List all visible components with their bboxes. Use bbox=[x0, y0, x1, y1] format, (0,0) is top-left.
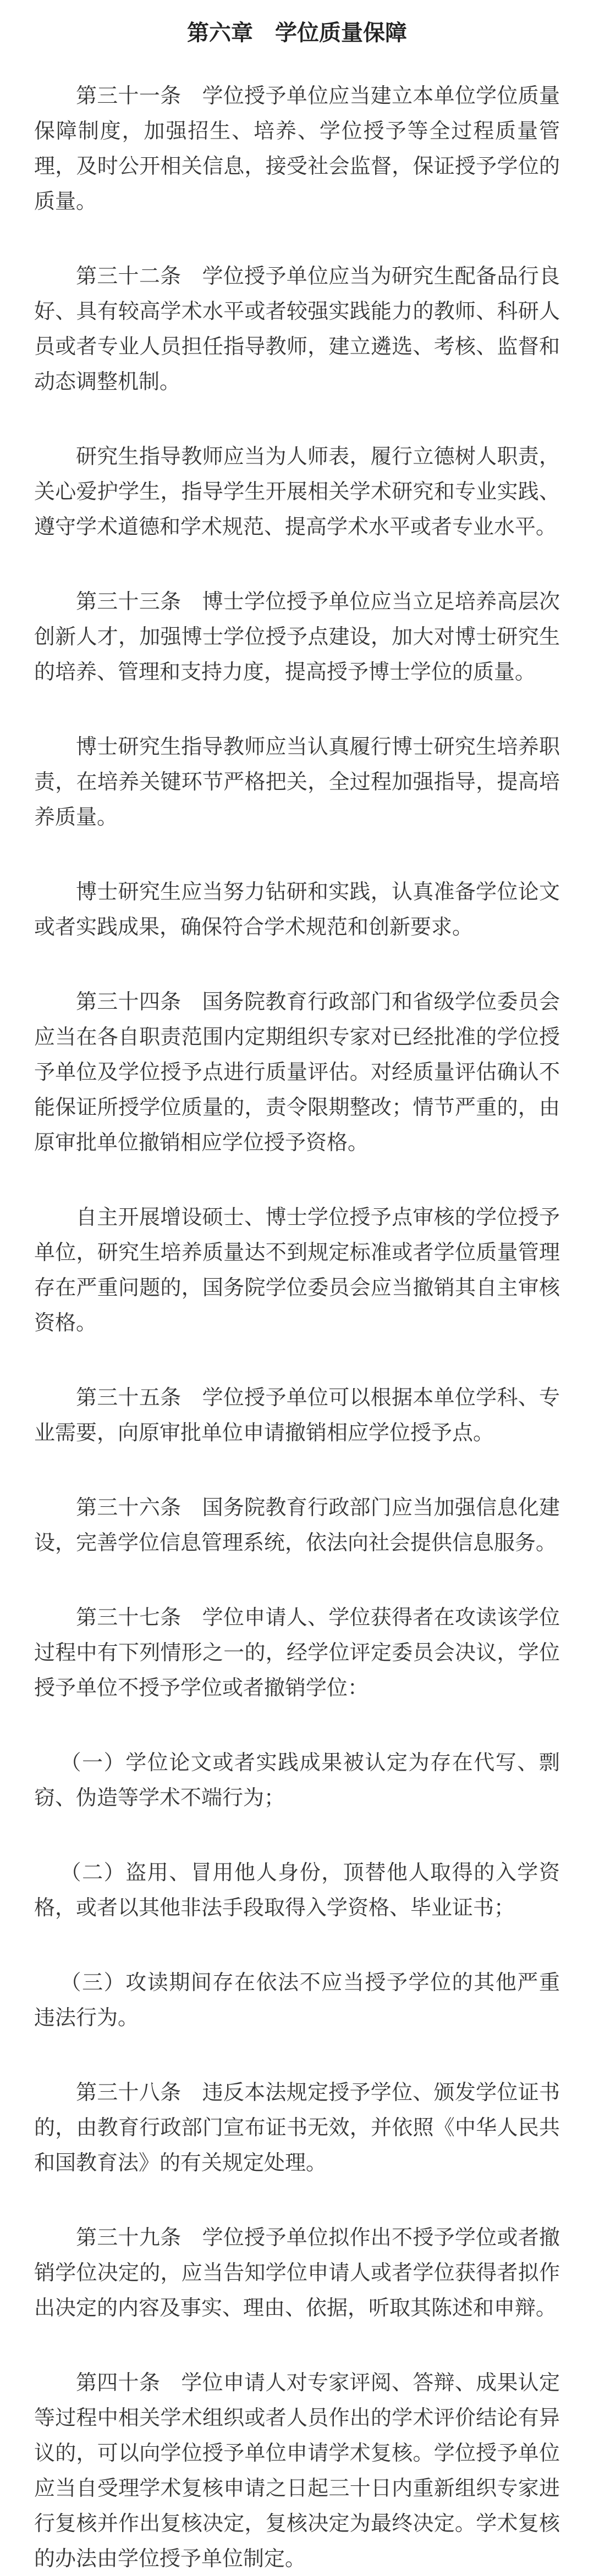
article-40: 第四十条 学位申请人对专家评阅、答辩、成果认定等过程中相关学术组织或者人员作出的学术评价结论有异议的，可以向学位授予单位申请学术复核。学位授予单位应当自受理学术复核申请之日起三十日内重新组织专家进行复核并作出复核决定，复核决定为最终决定。学术复核的办法由学位授予单位制定。 bbox=[34, 2370, 560, 2571]
article-37-item-1: （一）学位论文或者实践成果被认定为存在代写、剽窃、伪造等学术不端行为； bbox=[34, 1750, 560, 1810]
article-39: 第三十九条 学位授予单位拟作出不授予学位或者撤销学位决定的，应当告知学位申请人或者学位获得者拟作出决定的内容及事实、理由、依据，听取其陈述和申辩。 bbox=[34, 2225, 560, 2320]
article-37-item-3: （三）攻读期间存在依法不应当授予学位的其他严重违法行为。 bbox=[34, 1970, 560, 2030]
article-33-paragraph-2: 博士研究生指导教师应当认真履行博士研究生培养职责，在培养关键环节严格把关，全过程加强指导，提高培养质量。 bbox=[34, 734, 560, 829]
chapter-title: 第六章 学位质量保障 bbox=[187, 20, 407, 46]
article-36: 第三十六条 国务院教育行政部门应当加强信息化建设，完善学位信息管理系统，依法向社会提供信息服务。 bbox=[34, 1495, 560, 1555]
article-34: 第三十四条 国务院教育行政部门和省级学位委员会应当在各自职责范围内定期组织专家对已经批准的学位授予单位及学位授予点进行质量评估。对经质量评估确认不能保证所授学位质量的，责令限期整改；情节严重的，由原审批单位撤销相应学位授予资格。 bbox=[34, 990, 560, 1154]
article-32-paragraph-2: 研究生指导教师应当为人师表，履行立德树人职责，关心爱护学生，指导学生开展相关学术研究和专业实践、遵守学术道德和学术规范、提高学术水平或者专业水平。 bbox=[34, 444, 560, 539]
article-32: 第三十二条 学位授予单位应当为研究生配备品行良好、具有较高学术水平或者较强实践能力的教师、科研人员或者专业人员担任指导教师，建立遴选、考核、监督和动态调整机制。 bbox=[34, 264, 560, 394]
article-37: 第三十七条 学位申请人、学位获得者在攻读该学位过程中有下列情形之一的，经学位评定委员会决议，学位授予单位不授予学位或者撤销学位： bbox=[34, 1605, 560, 1700]
article-35: 第三十五条 学位授予单位可以根据本单位学科、专业需要，向原审批单位申请撤销相应学位授予点。 bbox=[34, 1385, 560, 1445]
article-37-item-2: （二）盗用、冒用他人身份，顶替他人取得的入学资格，或者以其他非法手段取得入学资格、毕业证书； bbox=[34, 1860, 560, 1920]
article-38: 第三十八条 违反本法规定授予学位、颁发学位证书的，由教育行政部门宣布证书无效，并依照《中华人民共和国教育法》的有关规定处理。 bbox=[34, 2080, 560, 2175]
article-31: 第三十一条 学位授予单位应当建立本单位学位质量保障制度，加强招生、培养、学位授予等全过程质量管理，及时公开相关信息，接受社会监督，保证授予学位的质量。 bbox=[34, 84, 560, 213]
article-33: 第三十三条 博士学位授予单位应当立足培养高层次创新人才，加强博士学位授予点建设，加大对博士研究生的培养、管理和支持力度，提高授予博士学位的质量。 bbox=[34, 589, 560, 684]
article-34-paragraph-2: 自主开展增设硕士、博士学位授予点审核的学位授予单位，研究生培养质量达不到规定标准或者学位质量管理存在严重问题的，国务院学位委员会应当撤销其自主审核资格。 bbox=[34, 1205, 560, 1335]
article-33-paragraph-3: 博士研究生应当努力钻研和实践，认真准备学位论文或者实践成果，确保符合学术规范和创新要求。 bbox=[34, 880, 560, 939]
